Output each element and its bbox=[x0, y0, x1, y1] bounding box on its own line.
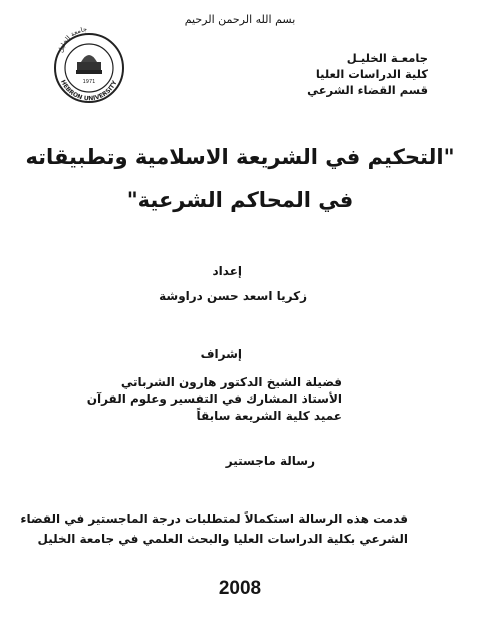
logo-year: 1971 bbox=[82, 79, 96, 85]
submission-year: 2008 bbox=[218, 578, 262, 599]
supervisor-block bbox=[87, 374, 342, 425]
thesis-title-line-2: في المحاكم الشرعية" bbox=[126, 188, 354, 212]
submission-line: قدمت هذه الرسالة استكمالاً لمتطلبات درجة الماجستير في القضاء bbox=[20, 512, 408, 526]
college-name: كلية الدراسات العليا bbox=[315, 67, 428, 81]
thesis-title-line-1: "التحكيم في الشريعة الاسلامية وتطبيقاته bbox=[25, 145, 455, 169]
submission-line: الشرعي بكلية الدراسات العليا والبحث العلمي في جامعة الخليل bbox=[37, 532, 408, 546]
supervisor-position: عميد كلية الشريعة سابقاً bbox=[196, 409, 342, 423]
supervision-label: إشراف bbox=[200, 347, 242, 361]
university-name: جامعـة الخليـل bbox=[346, 51, 428, 65]
submission-statement bbox=[20, 509, 408, 549]
supervisor-title: الأستاذ المشارك في التفسير وعلوم القرآن bbox=[86, 392, 342, 406]
preparation-label: إعداد bbox=[212, 264, 242, 278]
supervisor-name: فضيلة الشيخ الدكتور هارون الشرباتي bbox=[120, 375, 342, 389]
basmala: بسم الله الرحمن الرحيم bbox=[184, 13, 296, 26]
logo-name-en: HEBRON UNIVERSITY bbox=[59, 78, 119, 103]
hebron-university-logo bbox=[52, 18, 126, 126]
author-name: زكريا اسعد حسن دراوشة bbox=[159, 289, 307, 303]
thesis-type: رسالة ماجستير bbox=[225, 454, 315, 468]
svg-text:جامعة الخليل: جامعة الخليل bbox=[56, 25, 88, 54]
department-name: قسم القضاء الشرعي bbox=[307, 83, 428, 97]
institution-block bbox=[248, 50, 428, 98]
